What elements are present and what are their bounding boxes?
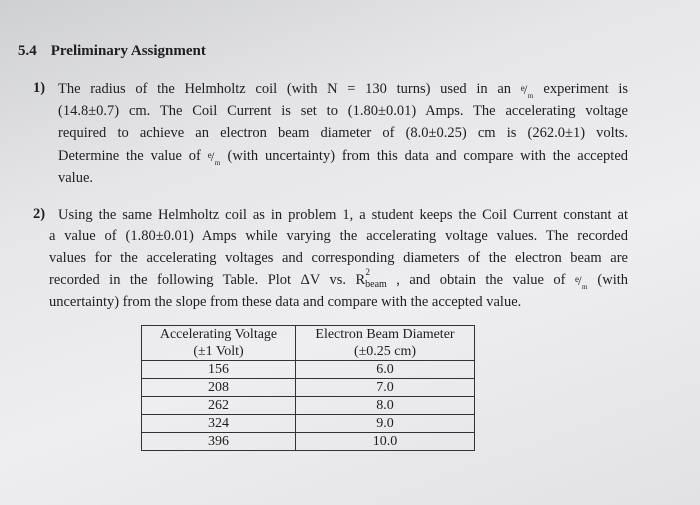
e-over-m-part: e bbox=[207, 150, 212, 160]
table-row bbox=[142, 397, 475, 415]
e-over-m-part: m bbox=[527, 92, 534, 100]
e-over-m-part: / bbox=[210, 149, 215, 164]
problem-2-line: uncertainty) from the slope from these data and compare with the accepted value. bbox=[49, 294, 522, 310]
problem-2-line: a value of (1.80±0.01) Amps while varying the accelerating voltage values. The recorded bbox=[49, 228, 628, 244]
sup: 2 bbox=[365, 267, 370, 277]
data-table bbox=[141, 325, 475, 451]
problem-2-line bbox=[49, 267, 629, 294]
section-number: 5.4 bbox=[18, 43, 37, 59]
diameter-cell: 10.0 bbox=[296, 433, 475, 451]
text: experiment is bbox=[533, 81, 628, 97]
voltage-cell: 262 bbox=[142, 397, 296, 415]
e-over-m-part: e bbox=[574, 274, 579, 284]
problem-1-line bbox=[58, 102, 628, 120]
voltage-cell: 324 bbox=[142, 415, 296, 433]
e-over-m-part: / bbox=[523, 82, 528, 97]
voltage-cell: 208 bbox=[142, 379, 296, 397]
e-over-m-part: e bbox=[520, 83, 525, 93]
text: value. bbox=[58, 170, 94, 186]
section-heading bbox=[18, 43, 206, 60]
diameter-cell: 7.0 bbox=[296, 379, 475, 397]
e-over-m-symbol bbox=[207, 148, 221, 167]
problem-2-line: values for the accelerating voltages and corresponding diameters of the electron beam are bbox=[49, 250, 628, 266]
problem-1-number: 1) bbox=[33, 80, 46, 96]
header-title: Accelerating Voltage bbox=[159, 327, 278, 342]
header-title: Electron Beam Diameter bbox=[315, 327, 455, 342]
problem-1-line bbox=[58, 169, 628, 187]
problem-1-line bbox=[58, 147, 628, 165]
text: (14.8±0.7) cm. The Coil Current is set to (1.80±0.01) Amps. The accelerating voltage bbox=[58, 103, 628, 119]
problem-2-line: Using the same Helmholtz coil as in problem 1, a student keeps the Coil Current constant at bbox=[58, 207, 628, 223]
voltage-cell: 156 bbox=[142, 361, 296, 379]
text: (with bbox=[597, 272, 629, 288]
e-over-m-part: / bbox=[577, 273, 582, 288]
table-row bbox=[142, 361, 475, 379]
table-row bbox=[142, 415, 475, 433]
e-over-m-part: m bbox=[581, 283, 588, 291]
r: R bbox=[355, 272, 366, 288]
sub: beam bbox=[365, 279, 387, 290]
table-header-row bbox=[142, 326, 475, 361]
text: (with uncertainty) from this data and compare with the accepted bbox=[220, 148, 629, 164]
diameter-cell: 9.0 bbox=[296, 415, 475, 433]
e-over-m-part: m bbox=[214, 159, 221, 167]
text: Determine the value of bbox=[58, 148, 208, 164]
diameter-cell: 8.0 bbox=[296, 397, 475, 415]
e-over-m-symbol bbox=[574, 272, 588, 291]
header-diameter bbox=[296, 326, 475, 361]
text: required to achieve an electron beam diameter of (8.0±0.25) cm is (262.0±1) volts. bbox=[58, 125, 628, 141]
e-over-m-symbol bbox=[520, 81, 534, 100]
diameter-cell: 6.0 bbox=[296, 361, 475, 379]
problem-2-number: 2) bbox=[33, 206, 46, 222]
table-row bbox=[142, 433, 475, 451]
problem-1-line bbox=[58, 80, 628, 98]
text: The radius of the Helmholtz coil (with N = 130 turns) used in an bbox=[58, 81, 521, 97]
header-voltage bbox=[142, 326, 296, 361]
table-row bbox=[142, 379, 475, 397]
text: recorded in the following Table. Plot ΔV vs. bbox=[49, 272, 356, 288]
voltage-cell: 396 bbox=[142, 433, 296, 451]
header-unit: (±0.25 cm) bbox=[353, 344, 417, 359]
header-unit: (±1 Volt) bbox=[193, 344, 244, 359]
section-title: Preliminary Assignment bbox=[50, 43, 206, 59]
text: , and obtain the value of bbox=[396, 272, 575, 288]
r-beam-squared bbox=[355, 267, 387, 294]
problem-1-line bbox=[58, 124, 628, 142]
